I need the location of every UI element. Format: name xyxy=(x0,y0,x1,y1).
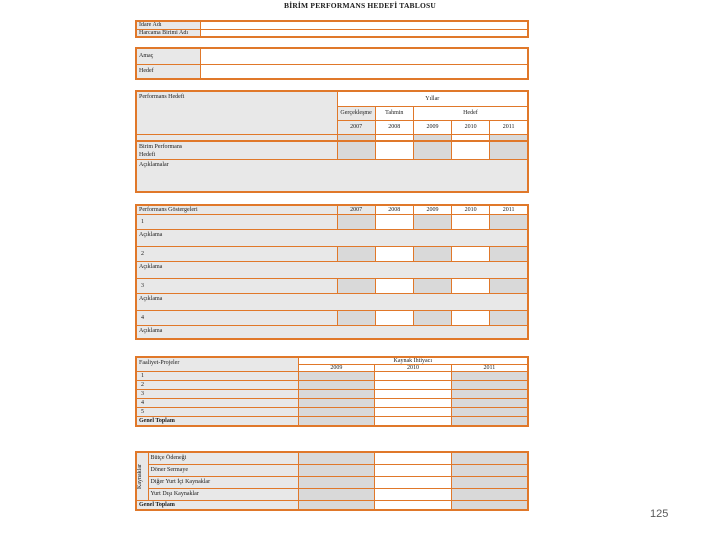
indicator-number: 3 xyxy=(136,278,337,293)
unit-goal-table xyxy=(135,140,529,193)
value-cell[interactable] xyxy=(490,278,528,293)
value-cell[interactable] xyxy=(451,464,528,476)
value-cell[interactable] xyxy=(375,464,452,476)
value-cell[interactable] xyxy=(375,372,452,381)
indicator-description[interactable]: Açıklama xyxy=(136,229,528,246)
value-cell[interactable] xyxy=(298,476,375,488)
hedef-value[interactable] xyxy=(200,64,528,79)
year-2011: 2011 xyxy=(451,365,528,372)
value-cell[interactable] xyxy=(375,476,452,488)
year-2010: 2010 xyxy=(452,120,490,134)
indicator-description[interactable]: Açıklama xyxy=(136,325,528,339)
value-cell[interactable] xyxy=(375,141,413,159)
unit-goal-label-line1: Birim Performans xyxy=(139,144,183,150)
value-cell[interactable] xyxy=(375,381,452,390)
value-cell[interactable] xyxy=(337,214,375,229)
year-2010: 2010 xyxy=(452,205,490,214)
value-cell[interactable] xyxy=(298,452,375,464)
unit-goal-label-line2: Hedefi xyxy=(139,152,156,158)
value-cell[interactable] xyxy=(451,488,528,500)
value-cell[interactable] xyxy=(298,399,375,408)
amac-label: Amaç xyxy=(136,48,200,64)
indicator-description[interactable]: Açıklama xyxy=(136,261,528,278)
value-cell[interactable] xyxy=(452,310,490,325)
resource-item: Diğer Yurt İçi Kaynaklar xyxy=(148,476,298,488)
value-cell[interactable] xyxy=(451,390,528,399)
value-cell[interactable] xyxy=(375,452,452,464)
unit-goal-label xyxy=(136,141,337,159)
indicator-number: 2 xyxy=(136,246,337,261)
value-cell[interactable] xyxy=(452,246,490,261)
value-cell[interactable] xyxy=(375,408,452,417)
value-cell[interactable] xyxy=(413,246,451,261)
activity-row-number: 5 xyxy=(136,408,298,417)
value-cell[interactable] xyxy=(337,246,375,261)
total-cell[interactable] xyxy=(451,417,528,426)
value-cell[interactable] xyxy=(375,214,413,229)
value-cell[interactable] xyxy=(452,214,490,229)
year-2009: 2009 xyxy=(413,205,451,214)
aciklamalar-field[interactable]: Açıklamalar xyxy=(136,159,528,192)
value-cell[interactable] xyxy=(451,476,528,488)
year-2010: 2010 xyxy=(375,365,452,372)
indicators-label: Performans Göstergeleri xyxy=(136,205,337,214)
value-cell[interactable] xyxy=(298,464,375,476)
resource-item: Bütçe Ödeneği xyxy=(148,452,298,464)
value-cell[interactable] xyxy=(413,214,451,229)
value-cell[interactable] xyxy=(298,488,375,500)
value-cell[interactable] xyxy=(452,141,490,159)
activity-row-number: 3 xyxy=(136,390,298,399)
year-2009: 2009 xyxy=(413,120,451,134)
value-cell[interactable] xyxy=(298,390,375,399)
value-cell[interactable] xyxy=(337,141,375,159)
total-cell[interactable] xyxy=(375,417,452,426)
harcama-birimi-label: Harcama Birimi Adı xyxy=(136,29,200,37)
performance-goal-table xyxy=(135,90,529,148)
hedef-label: Hedef xyxy=(136,64,200,79)
year-2008: 2008 xyxy=(375,205,413,214)
gerceklesme-header: Gerçekleşme xyxy=(337,106,375,120)
resources-side-label xyxy=(136,452,148,500)
tahmin-header: Tahmin xyxy=(375,106,413,120)
performance-goal-label: Performans Hedefi xyxy=(136,91,337,135)
indicator-description[interactable]: Açıklama xyxy=(136,293,528,310)
page-title: BİRİM PERFORMANS HEDEFİ TABLOSU xyxy=(284,1,436,10)
value-cell[interactable] xyxy=(298,381,375,390)
total-cell[interactable] xyxy=(451,500,528,510)
value-cell[interactable] xyxy=(375,399,452,408)
year-2011: 2011 xyxy=(490,205,528,214)
hedef-header: Hedef xyxy=(413,106,528,120)
resource-item: Döner Sermaye xyxy=(148,464,298,476)
unit-info-table xyxy=(135,20,529,38)
value-cell[interactable] xyxy=(451,452,528,464)
activity-row-number: 1 xyxy=(136,372,298,381)
genel-toplam-label: Genel Toplam xyxy=(136,417,298,426)
activities-table xyxy=(135,356,529,427)
value-cell[interactable] xyxy=(298,408,375,417)
activities-label: Faaliyet-Projeler xyxy=(136,357,298,372)
resources-table xyxy=(135,451,529,511)
indicator-number: 1 xyxy=(136,214,337,229)
total-cell[interactable] xyxy=(375,500,452,510)
year-2007: 2007 xyxy=(337,205,375,214)
harcama-birimi-value[interactable] xyxy=(200,29,528,37)
year-2008: 2008 xyxy=(375,120,413,134)
year-2011: 2011 xyxy=(490,120,528,134)
purpose-table xyxy=(135,47,529,80)
value-cell[interactable] xyxy=(451,381,528,390)
value-cell[interactable] xyxy=(451,372,528,381)
kaynak-ihtiyaci-header: Kaynak İhtiyacı xyxy=(298,357,528,365)
year-2007: 2007 xyxy=(337,120,375,134)
activity-row-number: 2 xyxy=(136,381,298,390)
idare-adi-label: İdare Adı xyxy=(136,21,200,29)
year-2009: 2009 xyxy=(298,365,375,372)
amac-value[interactable] xyxy=(200,48,528,64)
value-cell[interactable] xyxy=(490,246,528,261)
kaynaklar-label: Kaynaklar xyxy=(137,463,143,489)
value-cell[interactable] xyxy=(375,488,452,500)
value-cell[interactable] xyxy=(375,390,452,399)
value-cell[interactable] xyxy=(337,278,375,293)
indicators-table xyxy=(135,204,529,340)
activity-row-number: 4 xyxy=(136,399,298,408)
value-cell[interactable] xyxy=(413,141,451,159)
total-cell[interactable] xyxy=(298,417,375,426)
value-cell[interactable] xyxy=(375,278,413,293)
value-cell[interactable] xyxy=(451,408,528,417)
value-cell[interactable] xyxy=(337,310,375,325)
idare-adi-value[interactable] xyxy=(200,21,528,29)
indicator-number: 4 xyxy=(136,310,337,325)
years-header: Yıllar xyxy=(337,91,528,106)
value-cell[interactable] xyxy=(413,278,451,293)
page-number: 125 xyxy=(650,508,669,520)
resource-item: Yurt Dışı Kaynaklar xyxy=(148,488,298,500)
genel-toplam-label: Genel Toplam xyxy=(136,500,298,510)
value-cell[interactable] xyxy=(375,310,413,325)
value-cell[interactable] xyxy=(452,278,490,293)
value-cell[interactable] xyxy=(298,372,375,381)
value-cell[interactable] xyxy=(490,310,528,325)
value-cell[interactable] xyxy=(375,246,413,261)
total-cell[interactable] xyxy=(298,500,375,510)
value-cell[interactable] xyxy=(451,399,528,408)
value-cell[interactable] xyxy=(490,214,528,229)
value-cell[interactable] xyxy=(413,310,451,325)
value-cell[interactable] xyxy=(490,141,528,159)
